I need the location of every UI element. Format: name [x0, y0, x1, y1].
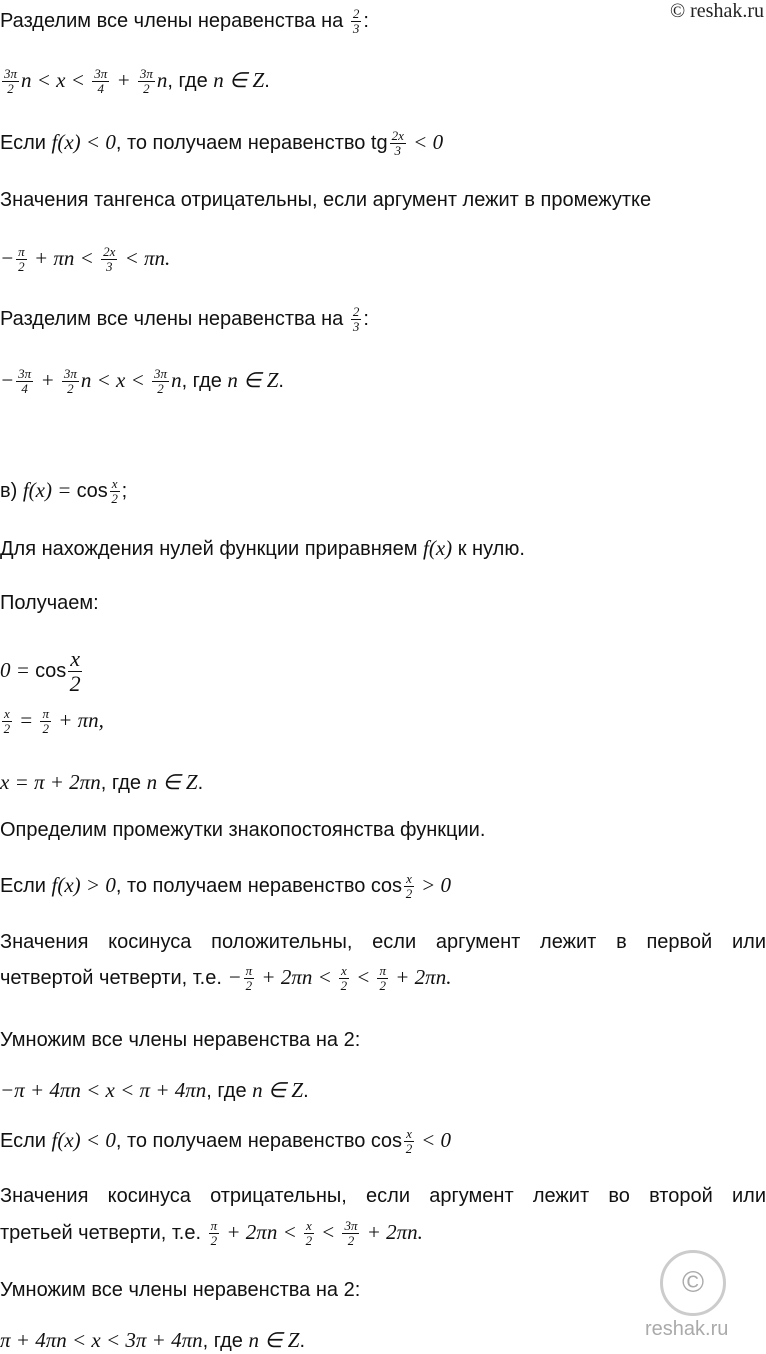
math-expression: < — [350, 965, 376, 989]
math-expression: − — [0, 368, 15, 392]
math-expression: = — [13, 708, 39, 732]
fraction-denominator: 2 — [3, 721, 11, 737]
math-expression: f(x) = — [22, 478, 77, 502]
fraction-numerator: 2x — [103, 244, 116, 260]
fraction-numerator: x — [306, 1218, 312, 1234]
fraction — [351, 7, 362, 36]
math-expression: n ∈ Z — [227, 368, 279, 392]
text-segment: четвертой четверти, т.е. — [0, 967, 228, 989]
text-segment: , где — [202, 1330, 249, 1352]
fraction — [390, 129, 406, 158]
fraction-numerator: 3π — [63, 366, 77, 382]
fraction-numerator: x — [111, 476, 118, 492]
fraction-numerator: x — [406, 1126, 412, 1142]
text-line — [0, 1077, 309, 1103]
text-line — [0, 590, 99, 616]
fraction-denominator: 2 — [405, 1141, 413, 1157]
fraction — [339, 964, 349, 993]
math-expression: x = π + 2πn — [0, 770, 101, 794]
text-line — [0, 66, 270, 97]
fraction — [404, 1127, 414, 1156]
math-expression: < — [315, 1220, 341, 1244]
fraction-denominator: 3 — [394, 143, 402, 159]
seal-symbol: © — [681, 1266, 705, 1299]
math-expression: n < x < — [80, 368, 151, 392]
fraction-numerator: x — [341, 963, 347, 979]
fraction — [138, 67, 155, 96]
math-expression: − — [227, 965, 242, 989]
fraction — [92, 67, 109, 96]
math-expression: n ∈ Z — [248, 1328, 300, 1352]
text-line — [0, 304, 369, 334]
text-segment: . — [264, 70, 270, 92]
math-expression: f(x) < 0 — [51, 1128, 116, 1152]
text-segment: Значения косинуса отрицательны, если аргумент лежит во второй или — [0, 1185, 766, 1207]
fraction-denominator: 2 — [210, 1233, 218, 1249]
text-line — [0, 646, 84, 696]
fraction-denominator: 3 — [352, 319, 360, 334]
seal-watermark — [660, 1250, 726, 1316]
fraction-numerator: 3π — [18, 366, 32, 382]
math-expression: n — [156, 68, 168, 92]
fraction-denominator: 2 — [69, 671, 81, 696]
math-expression: + 2πn. — [361, 1220, 423, 1244]
fraction-denominator: 3 — [105, 259, 113, 275]
fraction-denominator: 2 — [245, 978, 253, 994]
fraction-denominator: 2 — [7, 81, 14, 97]
text-segment: Для нахождения нулей функции приравняем — [0, 538, 424, 560]
text-line — [0, 535, 525, 561]
text-segment: , где — [181, 370, 228, 392]
fraction — [40, 707, 51, 736]
math-expression: f(x) — [423, 536, 453, 560]
math-expression: + πn < — [28, 246, 100, 270]
text-segment: Если — [0, 1130, 52, 1152]
text-line — [0, 1183, 766, 1209]
fraction-numerator: π — [379, 963, 386, 979]
fraction-denominator: 2 — [42, 721, 49, 737]
fraction-numerator: x — [70, 646, 81, 671]
fraction-numerator: 2 — [352, 6, 360, 21]
text-line — [0, 963, 452, 994]
text-line — [0, 769, 203, 795]
text-line — [0, 366, 284, 397]
text-line — [0, 817, 485, 843]
text-segment: , то получаем неравенство cos — [115, 1130, 403, 1152]
text-segment: cos — [76, 480, 108, 502]
fraction — [351, 305, 362, 334]
math-expression: n ∈ Z — [146, 770, 198, 794]
fraction — [62, 367, 79, 396]
text-line — [0, 128, 444, 159]
fraction-numerator: 2 — [352, 304, 360, 319]
math-expression: > 0 — [415, 873, 452, 897]
fraction — [16, 367, 33, 396]
math-expression: + πn, — [52, 708, 104, 732]
fraction-denominator: 2 — [157, 381, 164, 397]
text-segment: ; — [121, 480, 128, 502]
fraction-denominator: 2 — [143, 81, 150, 97]
math-expression: −π + 4πn < x < π + 4πn — [0, 1078, 207, 1102]
fraction-denominator: 2 — [340, 978, 348, 994]
math-expression: + 2πn. — [390, 965, 452, 989]
text-line — [0, 1277, 360, 1303]
fraction — [342, 1219, 359, 1248]
fraction — [2, 67, 19, 96]
fraction-numerator: π — [42, 706, 49, 722]
math-expression: < πn. — [119, 246, 171, 270]
math-expression: n — [171, 368, 182, 392]
text-line — [0, 187, 651, 213]
math-expression: 0 = — [0, 657, 36, 682]
fraction-numerator: π — [18, 244, 25, 260]
fraction — [152, 367, 169, 396]
fraction-denominator: 4 — [21, 381, 28, 397]
text-line — [0, 871, 452, 902]
fraction-denominator: 2 — [67, 381, 74, 397]
math-expression: f(x) > 0 — [51, 873, 116, 897]
text-segment: третьей четверти, т.е. — [0, 1222, 207, 1244]
fraction — [209, 1219, 220, 1248]
math-expression: + 2πn < — [256, 965, 338, 989]
text-line — [0, 1126, 452, 1157]
math-expression: n ∈ Z — [213, 68, 265, 92]
math-expression: n ∈ Z — [252, 1078, 304, 1102]
text-line — [0, 476, 128, 507]
fraction-numerator: x — [4, 706, 10, 722]
text-segment: . — [303, 1080, 309, 1102]
text-line — [0, 6, 369, 36]
text-segment: , то получаем неравенство tg — [115, 132, 388, 154]
fraction-numerator: 2x — [391, 128, 404, 144]
math-expression: + 2πn < — [221, 1220, 302, 1244]
fraction-denominator: 4 — [97, 81, 104, 97]
text-segment: Разделим все члены неравенства на — [0, 307, 349, 330]
fraction-numerator: 3π — [94, 66, 108, 82]
math-expression: < 0 — [407, 130, 444, 154]
text-segment: : — [363, 9, 369, 32]
math-expression: − — [0, 246, 15, 270]
text-segment: в) — [0, 480, 23, 502]
text-segment: Определим промежутки знакопостоянства функции. — [0, 819, 486, 841]
text-segment: , то получаем неравенство cos — [115, 875, 403, 897]
fraction-numerator: π — [245, 963, 253, 979]
text-segment: cos — [35, 659, 67, 682]
fraction-denominator: 3 — [352, 21, 360, 36]
text-line — [0, 1027, 360, 1053]
fraction-denominator: 2 — [18, 259, 25, 275]
text-segment: Если — [0, 132, 52, 154]
fraction-denominator: 2 — [111, 491, 118, 507]
fraction — [101, 245, 117, 274]
text-line — [0, 706, 104, 737]
fraction — [244, 964, 255, 993]
math-expression: n < x < — [21, 68, 91, 92]
fraction-numerator: 3π — [344, 1218, 358, 1234]
text-segment: , где — [206, 1080, 253, 1102]
math-expression: + — [111, 68, 136, 92]
site-watermark: © reshak.ru — [669, 0, 764, 22]
text-segment: Значения косинуса положительны, если аргумент лежит в первой или — [0, 931, 766, 953]
fraction-denominator: 2 — [379, 978, 386, 994]
fraction-denominator: 2 — [305, 1233, 313, 1249]
fraction — [16, 245, 27, 274]
fraction-numerator: 3π — [154, 366, 168, 382]
math-expression: f(x) < 0 — [51, 130, 116, 154]
text-segment: к нулю. — [452, 538, 525, 560]
text-segment: Умножим все члены неравенства на 2: — [0, 1029, 361, 1051]
fraction-numerator: x — [406, 871, 412, 887]
text-segment: . — [278, 370, 284, 392]
fraction — [377, 964, 388, 993]
fraction — [110, 477, 120, 506]
fraction-numerator: 3π — [139, 66, 153, 82]
text-segment: , где — [167, 70, 214, 92]
text-segment: , где — [100, 772, 147, 794]
text-segment: Если — [0, 875, 52, 897]
fraction-numerator: 3π — [4, 66, 18, 82]
fraction — [2, 707, 12, 736]
text-segment: . — [197, 772, 204, 794]
math-expression: π + 4πn < x < 3π + 4πn — [0, 1328, 203, 1352]
text-segment: Разделим все члены неравенства на — [0, 9, 349, 32]
text-line — [0, 244, 171, 275]
math-expression: + — [35, 368, 60, 392]
seal-text: reshak.ru — [645, 1318, 729, 1340]
fraction-denominator: 2 — [405, 886, 413, 902]
text-segment: Умножим все члены неравенства на 2: — [0, 1279, 361, 1301]
text-segment: . — [299, 1330, 305, 1352]
fraction-denominator: 2 — [347, 1233, 355, 1249]
text-segment: Значения тангенса отрицательны, если аргумент лежит в промежутке — [0, 189, 652, 211]
text-segment: Получаем: — [0, 592, 99, 614]
math-expression: < 0 — [415, 1128, 452, 1152]
text-line — [0, 1218, 423, 1249]
fraction — [68, 647, 82, 696]
fraction — [304, 1219, 314, 1248]
fraction — [404, 872, 414, 901]
text-segment: : — [363, 307, 369, 330]
text-line — [0, 1327, 305, 1353]
text-line — [0, 929, 766, 955]
fraction-numerator: π — [210, 1218, 218, 1234]
